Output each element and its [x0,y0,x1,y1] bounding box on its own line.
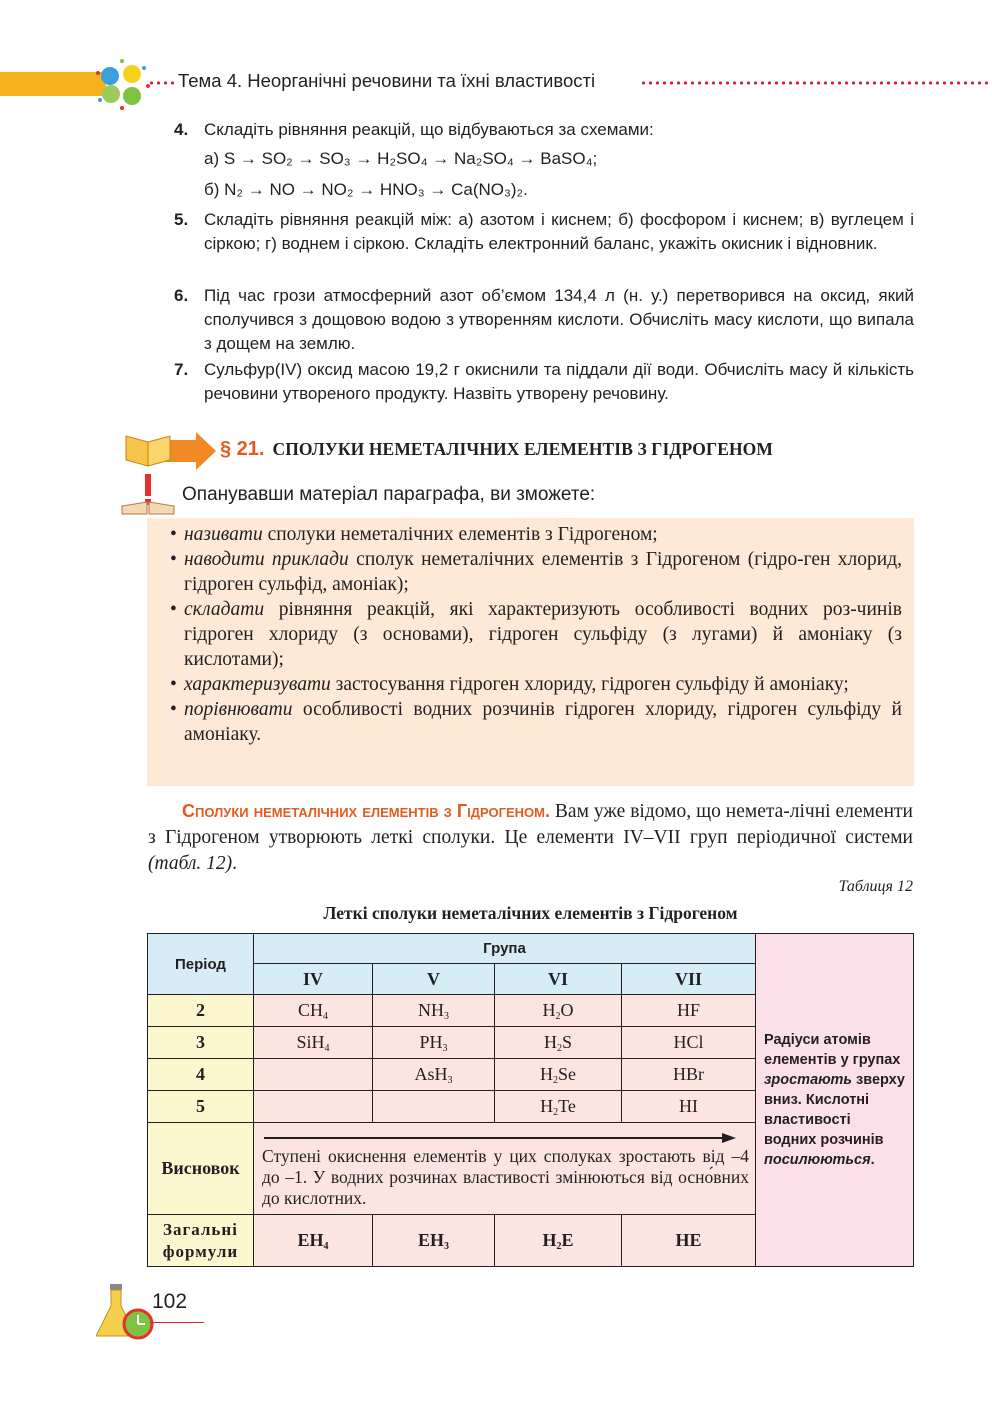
book-arrow-icon [124,432,216,470]
formula-cell [373,1091,495,1123]
group-vi: VI [495,964,622,995]
conclusion-cell [254,1123,756,1215]
formula-cell: SiH$_4$ [254,1027,373,1059]
formula-cell: AsH$_3$ [373,1059,495,1091]
general-formula: $EH_3$ [373,1215,495,1267]
formula-cell: $CH_4$ [254,995,373,1027]
header-dots-left [148,81,174,85]
exercise-number: 4. [174,120,189,139]
formula-cell: $H_2O$ [495,995,622,1027]
goal-item: • характеризувати застосування гідроген хлориду, гідроген сульфіду й амоніаку; [170,674,849,695]
goal-verb: наводити приклади [184,549,349,570]
period-cell: 3 [148,1027,254,1059]
exercise-7 [174,358,914,406]
paragraph-text: Вам уже відомо, що немета-лічні елементи з Гідрогеном утворюють леткі сполуки. Це елементи IV–VII груп періодичної системи [148,801,913,848]
formula-cell: HBr [622,1059,756,1091]
section-title [220,438,773,461]
side-note [756,934,914,1267]
exercise-4 [174,118,914,202]
exercise-text: Складіть рівняння реакцій, що відбуваються за схемами: [204,120,654,139]
formula-cell: HI [622,1091,756,1123]
conclusion-text: Ступені окиснення елементів у цих сполуках зростають від –4 до –1. У водних розчинах властивості змінюються від осно́вних до кислотних. [262,1146,749,1208]
exercise-text: Складіть рівняння реакцій між: а) азотом і киснем; б) фосфором і киснем; в) вуглецем і сіркою; г) воднем і сіркою. Складіть електронний баланс, укажіть окисник і відновник. [204,210,914,253]
molecule-logo-icon [92,56,152,114]
paragraph-end: . [232,853,238,874]
paragraph-lead: Сполуки неметалічних елементів з Гідрогеном. [182,801,550,821]
goal-text: застосування гідроген хлориду, гідроген сульфіду й амоніаку; [330,674,849,695]
section-number: § 21. [220,438,265,460]
group-v: V [373,964,495,995]
period-header: Період [148,934,254,995]
group-header: Група [254,934,756,964]
general-formula: HE [622,1215,756,1267]
exercise-number: 5. [174,210,189,229]
goal-verb: порівнювати [184,699,293,720]
formula-cell [254,1091,373,1123]
goal-text: особливості водних розчинів гідроген хлориду, гідроген сульфіду й амоніаку. [184,699,902,745]
side-note-text: . [870,1152,875,1168]
goal-text: рівняння реакцій, які характеризують особливості водних роз-чинів гідроген хлориду (з основами), гідроген сульфіду (з лугами) й амоніаку (з кислотами); [184,599,902,670]
intro-paragraph [148,798,913,877]
formula-cell: $H_2Te$ [495,1091,622,1123]
goals-lead: Опанувавши матеріал параграфа, ви зможете: [182,484,596,505]
page-number: 102 [152,1290,188,1313]
exercise-number: 6. [174,286,189,305]
table-label: Таблиця 12 [838,878,913,895]
trend-arrow-icon [264,1137,726,1139]
section-heading: СПОЛУКИ НЕМЕТАЛІЧНИХ ЕЛЕМЕНТІВ З ГІДРОГЕНОМ [272,439,774,459]
group-iv: IV [254,964,373,995]
volatile-compounds-table [147,933,914,1267]
flask-clock-icon [96,1282,160,1342]
general-formula: $H_2E$ [495,1215,622,1267]
goal-item: • називати сполуки неметалічних елементів з Гідрогеном; [170,524,658,545]
general-formula: $EH_4$ [254,1215,373,1267]
period-cell: 5 [148,1091,254,1123]
exercise-5 [174,208,914,256]
period-cell: 4 [148,1059,254,1091]
formula-cell: $H_2S$ [495,1027,622,1059]
goal-item: • порівнювати особливості водних розчинів гідроген хлориду, гідроген сульфіду й амоніаку. [170,699,902,745]
general-header: Загальні формули [148,1215,254,1267]
goal-text: сполуки неметалічних елементів з Гідрогеном; [262,524,658,545]
scheme-a: а) S → SO₂ → SO₃ → H₂SO₄ → Na₂SO₄ → BaSO₄; [204,149,598,168]
formula-cell: HF [622,995,756,1027]
side-note-text: зверху вниз. Кислотні властивості водних розчинів [764,1072,905,1148]
goals-list [170,522,902,747]
group-vii: VII [622,964,756,995]
goal-verb: характеризувати [184,674,331,695]
goal-text: сполук неметалічних елементів з Гідрогеном (гідро-ген хлорид, гідроген сульфід, амоніак); [184,549,902,595]
goal-verb: називати [184,524,263,545]
scheme-b: б) N₂ → NO → NO₂ → HNO₃ → Ca(NO₃)₂. [204,180,528,199]
exercise-number: 7. [174,360,189,379]
header-dots-right [640,81,990,85]
side-note-text: Радіуси атомів елементів у групах [764,1032,901,1068]
period-cell: 2 [148,995,254,1027]
exercise-text: Під час грози атмосферний азот об’ємом 134,4 л (н. у.) перетворився на оксид, який сполучився з дощовою водою з утворенням кислоти. Обчисліть масу кислоти, що випала з дощем на землю. [204,286,914,353]
open-book-exclamation-icon [120,472,176,516]
formula-cell: $PH_3$ [373,1027,495,1059]
chapter-title: Тема 4. Неорганічні речовини та їхні властивості [178,70,596,91]
goal-verb: складати [184,599,265,620]
formula-cell: $NH_3$ [373,995,495,1027]
side-note-emphasis: зростають [764,1072,852,1088]
conclusion-header: Висновок [148,1123,254,1215]
formula-cell: HCl [622,1027,756,1059]
goal-item: • складати рівняння реакцій, які характеризують особливості водних роз-чинів гідроген хлориду (з основами), гідроген сульфіду (з лугами) й амоніаку (з кислотами); [170,599,902,670]
table-reference: (табл. 12) [148,853,233,874]
goal-item: • наводити приклади сполук неметалічних елементів з Гідрогеном (гідро-ген хлорид, гідроген сульфід, амоніак); [170,549,902,595]
formula-cell [254,1059,373,1091]
formula-cell: $H_2Se$ [495,1059,622,1091]
exercise-6 [174,284,914,356]
side-note-emphasis: посилюються [764,1152,871,1168]
page-number-underline [150,1322,204,1323]
table-caption: Леткі сполуки неметалічних елементів з Гідрогеном [323,903,738,923]
exercise-text: Сульфур(IV) оксид масою 19,2 г окиснили та піддали дії води. Обчисліть масу й кількість речовини утвореного продукту. Назвіть утворену речовину. [204,360,914,403]
arrow-head-icon [722,1133,736,1143]
